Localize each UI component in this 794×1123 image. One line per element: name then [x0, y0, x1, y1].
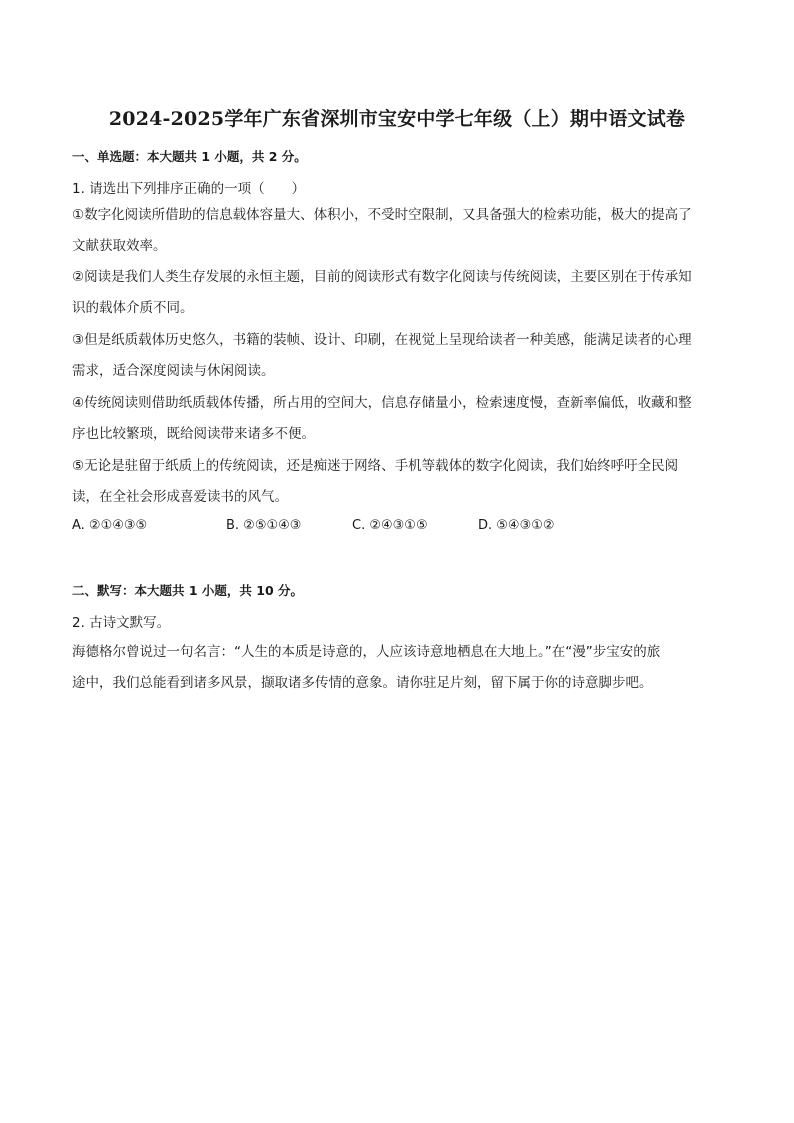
- option-d[interactable]: D. ⑤④③①②: [478, 518, 555, 533]
- passage-line: ①数字化阅读所借助的信息载体容量大、体积小，不受时空限制，又具备强大的检索功能，极大的提高了: [72, 207, 692, 223]
- passage-line: ③但是纸质载体历史悠久，书籍的装帧、设计、印刷，在视觉上呈现给读者一种美感，能满足读者的心理: [72, 332, 692, 348]
- option-b[interactable]: B. ②⑤①④③: [226, 518, 302, 533]
- passage-line: 序也比较繁琐，既给阅读带来诸多不便。: [72, 426, 315, 442]
- passage-line: 读，在全社会形成喜爱读书的风气。: [72, 489, 288, 505]
- passage-line: ②阅读是我们人类生存发展的永恒主题，目前的阅读形式有数字化阅读与传统阅读，主要区别在于传承知: [72, 269, 692, 285]
- passage-line: 文献获取效率。: [72, 238, 167, 254]
- question-1-stem: 1. 请选出下列排序正确的一项（ ）: [72, 181, 306, 197]
- section-1-heading: 一、单选题：本大题共 1 小题，共 2 分。: [72, 149, 307, 164]
- passage-line: ⑤无论是驻留于纸质上的传统阅读，还是痴迷于网络、手机等载体的数字化阅读，我们始终呼吁全民阅: [72, 458, 679, 474]
- passage-line: 识的载体介质不同。: [72, 300, 194, 316]
- option-c[interactable]: C. ②④③①⑤: [352, 518, 428, 533]
- passage-line: 途中，我们总能看到诸多风景，撷取诸多传情的意象。请你驻足片刻，留下属于你的诗意脚步吧。: [72, 675, 653, 691]
- page-title: 2024-2025学年广东省深圳市宝安中学七年级（上）期中语文试卷: [108, 108, 686, 130]
- passage-line: 需求，适合深度阅读与休闲阅读。: [72, 363, 275, 379]
- option-a[interactable]: A. ②①④③⑤: [72, 518, 148, 533]
- passage-line: 海德格尔曾说过一句名言：“人生的本质是诗意的，人应该诗意地栖息在大地上。”在“漫”步宝安的旅: [72, 644, 661, 660]
- answer-options: [72, 518, 722, 540]
- section-2-heading: 二、默写：本大题共 1 小题，共 10 分。: [72, 583, 304, 598]
- passage-line: ④传统阅读则借助纸质载体传播，所占用的空间大，信息存储量小，检索速度慢，查新率偏低，收藏和整: [72, 395, 692, 411]
- question-2-stem: 2. 古诗文默写。: [72, 615, 171, 631]
